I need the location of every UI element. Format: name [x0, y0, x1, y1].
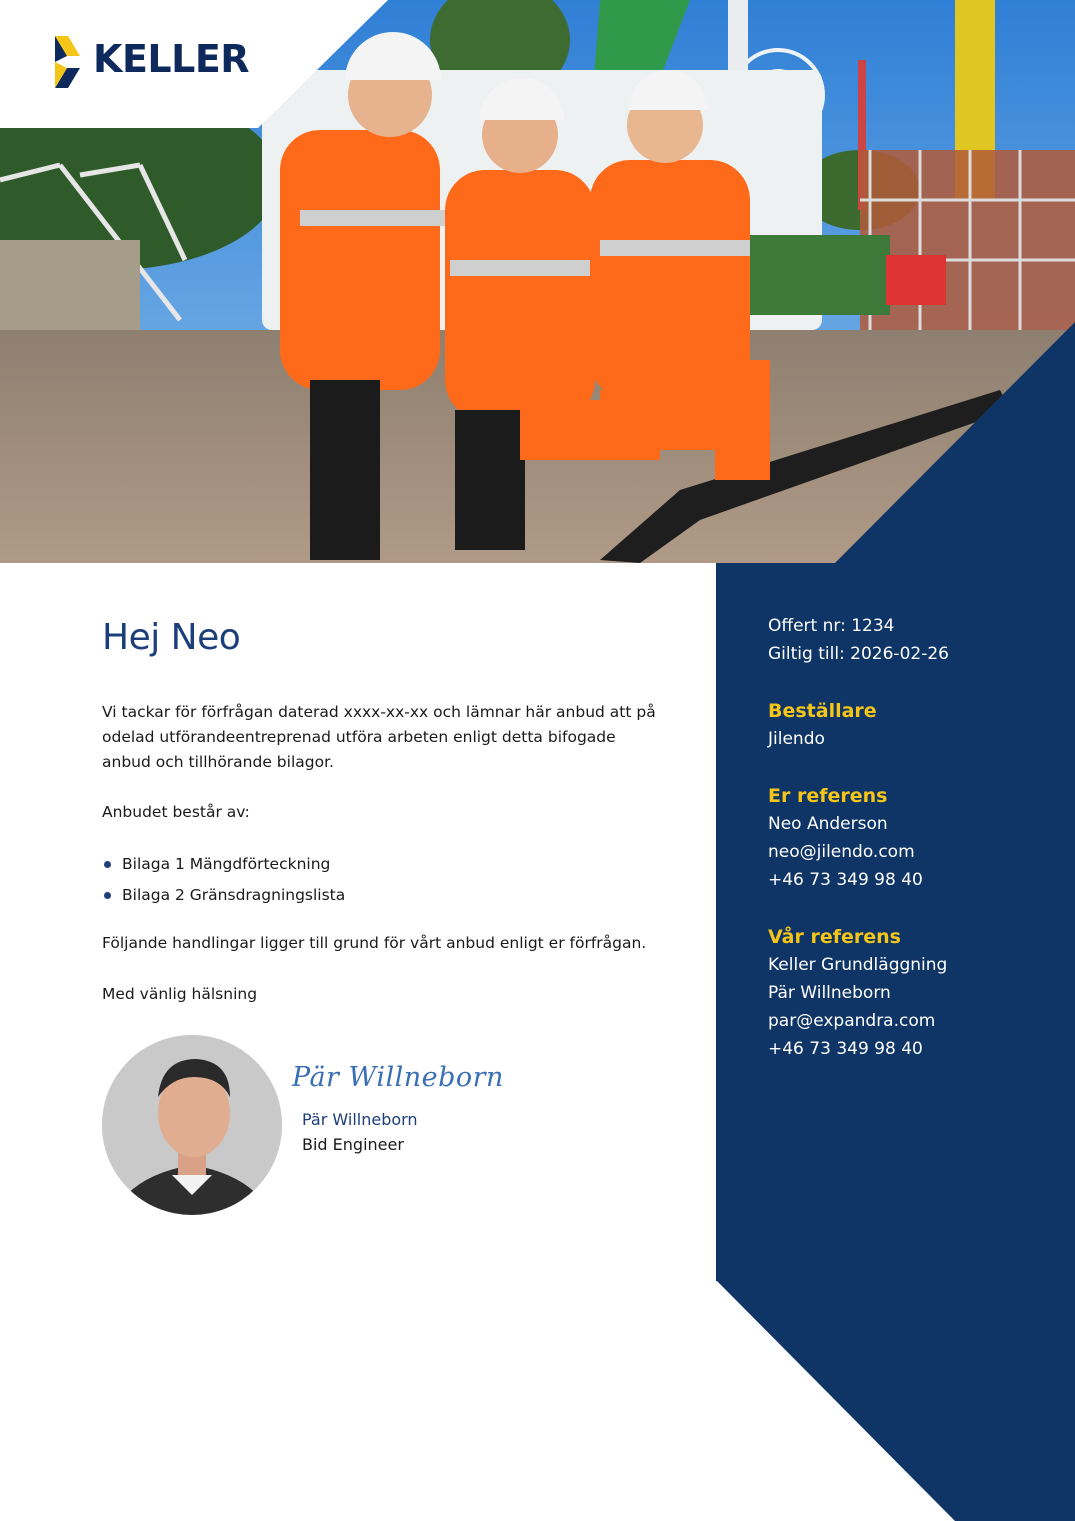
signature: Pär Willneborn [292, 1062, 504, 1093]
greeting-title: Hej Neo [102, 617, 241, 658]
intro-paragraph: Vi tackar för förfrågan daterad xxxx-xx-xx och lämnar här anbud att på odelad utförandeentreprenad utföra arbeten enligt detta bifogade anbud och tillhörande bilagor. [102, 703, 656, 771]
letter-body [102, 612, 682, 1003]
offer-number: Offert nr: 1234 [768, 616, 895, 636]
list-item [102, 880, 345, 911]
attachment-label: Bilaga 2 Gränsdragningslista [122, 886, 346, 904]
orderer-heading: Beställare [768, 700, 877, 722]
our-reference-company: Keller Grundläggning [768, 955, 948, 975]
info-panel [768, 612, 1058, 1063]
avatar [102, 1035, 282, 1215]
our-reference-email[interactable]: par@expandra.com [768, 1011, 936, 1031]
attachment-list [102, 849, 345, 911]
signer-title: Bid Engineer [302, 1135, 404, 1154]
our-reference-phone[interactable]: +46 73 349 98 40 [768, 1039, 923, 1059]
attachment-label: Bilaga 1 Mängdförteckning [122, 855, 331, 873]
person-portrait-icon [102, 1035, 282, 1215]
consists-of-text: Anbudet består av: [102, 803, 250, 821]
our-reference-name: Pär Willneborn [768, 983, 891, 1003]
your-reference-email[interactable]: neo@jilendo.com [768, 842, 915, 862]
following-paragraph: Följande handlingar ligger till grund för vårt anbud enligt er förfrågan. [102, 934, 647, 952]
list-item [102, 849, 345, 880]
valid-until: Giltig till: 2026-02-26 [768, 644, 949, 664]
regards-text: Med vänlig hälsning [102, 985, 258, 1003]
orderer-value: Jilendo [768, 729, 825, 749]
our-reference-heading: Vår referens [768, 926, 901, 948]
your-reference-phone[interactable]: +46 73 349 98 40 [768, 870, 923, 890]
bullet-icon [104, 892, 111, 899]
bullet-icon [104, 861, 111, 868]
logo-wordmark: KELLER [93, 37, 250, 81]
your-reference-name: Neo Anderson [768, 814, 888, 834]
your-reference-heading: Er referens [768, 785, 888, 807]
signer-name: Pär Willneborn [302, 1110, 418, 1129]
